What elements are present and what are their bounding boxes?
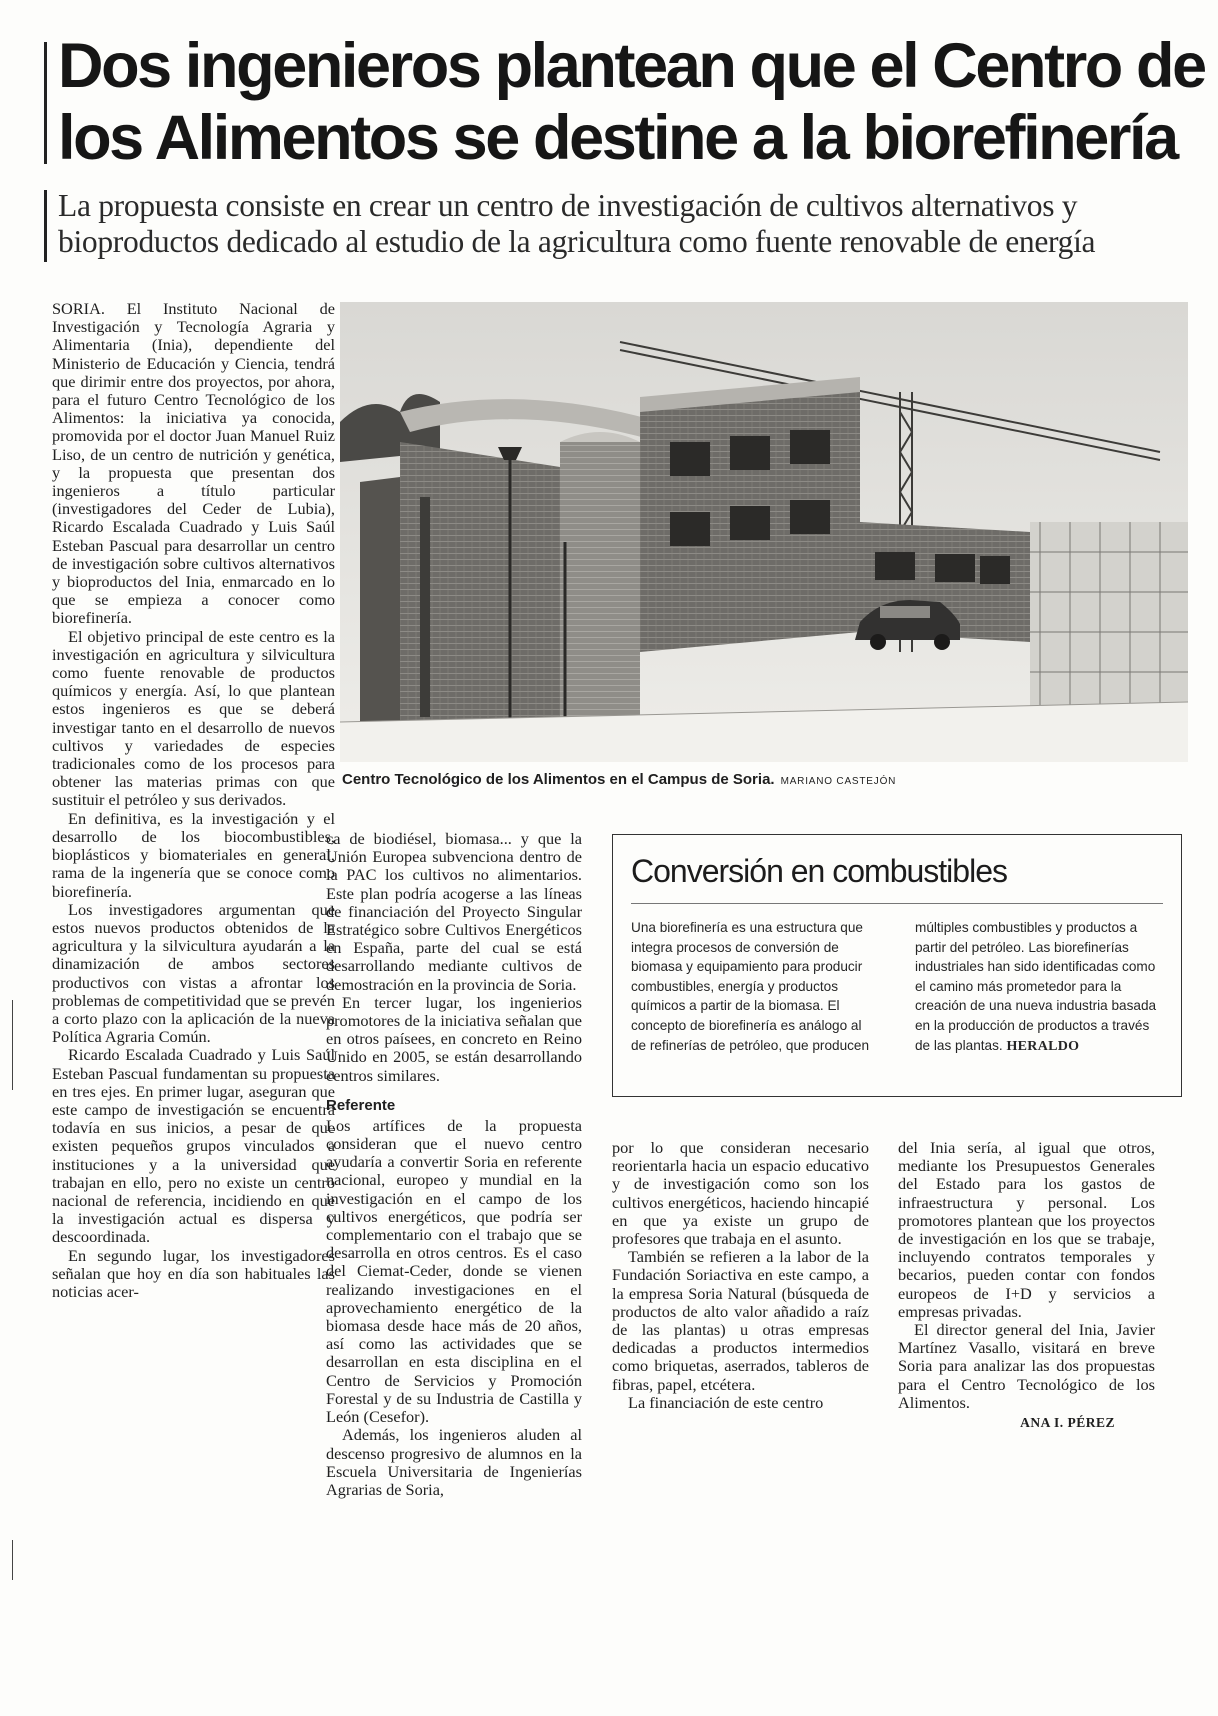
sidebar-box: [612, 834, 1182, 1097]
article-paragraph: En tercer lugar, los ingenierios promotores de la iniciativa señalan que en otros paísees, en concreto en Reino Unido en 2005, se están desarrollando centros similares.: [326, 992, 582, 1085]
article-paragraph: Además, los ingenieros aluden al descenso progresivo de alumnos en la Escuela Universitaria de Ingenierías Agrarias de Soria,: [326, 1425, 582, 1499]
building-photo: [340, 302, 1188, 762]
article-paragraph: La financiación de este centro: [628, 1392, 824, 1412]
building-photo-illustration: [340, 302, 1188, 762]
headline: [58, 30, 1205, 174]
sidebar-divider: [631, 903, 1163, 904]
article-paragraph: Ricardo Escalada Cuadrado y Luis Saúl Esteban Pascual fundamentan su propuesta en tres ejes. En primer lugar, aseguran que este campo de investigación se encuentra todavía en sus inicios, a pesar de que existen pequeños grupos vinculados a instituciones y a la universidad que trabajan en ello, pero no existe un centro nacional de referencia, incidiendo en que la investigación actual es dispersa y descoordinada.: [52, 1045, 335, 1247]
article-paragraph: SORIA. El Instituto Nacional de Investigación y Tecnología Agraria y Alimentaria (Inia), dependiente del Ministerio de Educación y Ciencia, tendrá que dirimir entre dos proyectos, por ahora, para el futuro Centro Tecnológico de los Alimentos: la iniciativa ya conocida, promovida por el doctor Juan Manuel Ruiz Liso, de un centro de nutrición y genética, y la propuesta que presentan dos ingenieros a título particular (investigadores del Ceder de Lubia), Ricardo Escalada Cuadrado y Luis Saúl Esteban Pascual para desarrollar un centro de investigación sobre cultivos alternativos y bioproductos del Inia, enmarcado en lo que se empieza a conocer como biorefinería.: [52, 299, 335, 628]
sidebar-text: Una biorefinería es una estructura que integra procesos de conversión de biomasa y equipamiento para producir combustibles, energía y productos químicos a partir de la biomasa. El concepto de biorefinería es análogo al de refinerías de petróleo, que producen múltiples combustibles y productos a partir del petróleo. Las biorefinerías industriales han sido identificadas como el camino más prometedor para la creación de una nueva industria basada en la producción de productos a través de las plantas.: [631, 920, 1157, 1053]
sidebar-signature: HERALDO: [1006, 1038, 1080, 1054]
article-paragraph: También se refieren a la labor de la Fundación Soriactiva en este campo, a la empresa Soria Natural (búsqueda de productos de alto valor añadido a raíz de las plantas) u otras empresas dedicadas a productos intermedios como briquetas, aserrados, tableros de fibras, papel, etcétera.: [612, 1247, 869, 1394]
margin-mark: [12, 1000, 13, 1090]
article-column-4: [898, 1139, 1155, 1432]
article-column-1: [52, 300, 335, 1301]
article-paragraph: En segundo lugar, los investigadores señalan que hoy en día son habituales las noticias acer-: [52, 1245, 335, 1301]
article-paragraph: El objetivo principal de este centro es la investigación en agricultura y silvicultura como fuente renovable de productos químicos y energía. Así, lo que plantean estos ingenieros es que se deberá investigar tanto en el desarrollo de nuevos cultivos y variedades de especies tradicionales como de los procesos para obtener las materias primas con que sustituir el petróleo y sus derivados.: [52, 626, 335, 810]
headline-rule: [44, 42, 47, 164]
article-paragraph: Los artífices de la propuesta consideran que el nuevo centro ayudaría a convertir Soria en referente nacional, europeo y mundial en la investigación en el campo de los cultivos energéticos, que podría ser complementario con el trabajo que se desarrolla en otros centros. Es el caso del Ciemat-Ceder, donde se vienen realizando investigaciones en el aprovechamiento energético de la biomasa desde hace más de 20 años, así como las actividades que se desarrollan en esta disciplina en el Centro de Servicios y Promoción Forestal y de su Industria de Castilla y León (Cesefor).: [326, 1115, 582, 1427]
headline-line-1: Dos ingenieros plantean que el Centro de: [58, 31, 1205, 101]
sidebar-title: Conversión en combustibles: [631, 853, 1007, 889]
article-paragraph: del Inia sería, al igual que otros, mediante los Presupuestos Generales del Estado para los gastos de infraestructura y personal. Los promotores plantean que los proyectos de investigación en los que se trabaje, incluyendo contratos temporales y becarios, pueden contar con fondos europeos de I+D y servicios a empresas privadas.: [898, 1138, 1155, 1321]
section-subhead: Referente: [326, 1096, 396, 1114]
subheadline-rule: [44, 190, 47, 262]
byline: ANA I. PÉREZ: [1020, 1415, 1115, 1431]
margin-mark: [12, 1540, 13, 1580]
article-paragraph: El director general del Inia, Javier Martínez Vasallo, visitará en breve Soria para analizar las dos propuestas para el Centro Tecnológico de los Alimentos.: [898, 1320, 1155, 1412]
subheadline: La propuesta consiste en crear un centro de investigación de cultivos alternativos y bioproductos dedicado al estudio de la agricultura como fuente renovable de energía: [58, 188, 1096, 259]
article-paragraph: por lo que consideran necesario reorientarla hacia un espacio educativo y de investigación como son los cultivos energéticos, haciendo hincapié en que ya existe un grupo de profesores que trabaja en el asunto.: [612, 1138, 869, 1249]
photo-credit: MARIANO CASTEJÓN: [780, 776, 897, 787]
article-paragraph: Los investigadores argumentan que estos nuevos productos obtenidos de la agricultura y la silvicultura ayudarán a la dinamización de ambos sectores productivos con vistas a afrontar los problemas de competitividad que se prevén a corto plazo con la aplicación de la nueva Política Agraria Común.: [52, 899, 335, 1047]
sidebar-paragraph: [631, 918, 1163, 1056]
article-paragraph: En definitiva, es la investigación y el desarrollo de los biocombustibles, bioplásticos y biomateriales en general, rama de la ingenería que se conoce como biorefinería.: [52, 808, 335, 901]
sidebar-body: [631, 918, 1163, 1056]
article-paragraph: ca de biodiésel, biomasa... y que la Unión Europea subvenciona dentro de la PAC los cultivos no alimentarios. Este plan podría acogerse a las líneas de financiación del Proyecto Singular Estratégico sobre Cultivos Energéticos en España, parte del cual se está desarrollando mediante cultivos de demostración en la provincia de Soria.: [326, 829, 582, 994]
photo-caption: [342, 771, 1182, 788]
article-column-2: [326, 830, 582, 1499]
article-column-3: [612, 1139, 869, 1412]
headline-line-2: los Alimentos se destine a la biorefinería: [58, 103, 1177, 173]
photo-caption-text: Centro Tecnológico de los Alimentos en el Campus de Soria.: [342, 771, 775, 788]
